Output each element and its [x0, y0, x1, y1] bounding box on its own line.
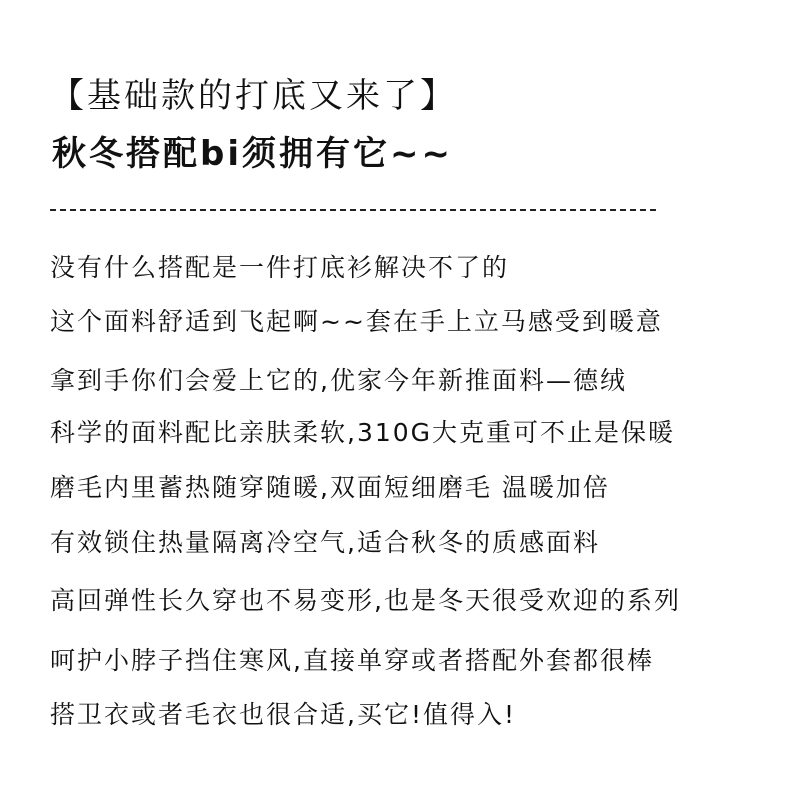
description-line-5: 磨毛内里蓄热随穿随暖,双面短细磨毛 温暖加倍 [50, 473, 610, 502]
description-line-8: 呵护小脖子挡住寒风,直接单穿或者搭配外套都很棒 [50, 646, 654, 675]
description-line-4: 科学的面料配比亲肤柔软,310G大克重可不止是保暖 [50, 418, 676, 447]
description-line-7: 高回弹性长久穿也不易变形,也是冬天很受欢迎的系列 [50, 586, 681, 615]
description-line-9: 搭卫衣或者毛衣也很合适,买它!值得入! [50, 700, 516, 729]
description-line-2: 这个面料舒适到飞起啊~~套在手上立马感受到暖意 [50, 307, 663, 336]
dashed-divider [50, 209, 656, 211]
description-line-1: 没有什么搭配是一件打底衫解决不了的 [50, 253, 510, 282]
description-line-6: 有效锁住热量隔离冷空气,适合秋冬的质感面料 [50, 528, 600, 557]
description-line-3: 拿到手你们会爱上它的,优家今年新推面料—德绒 [50, 366, 627, 395]
headline-subtitle: 秋冬搭配bi须拥有它~~ [52, 134, 453, 174]
headline-title: 【基础款的打底又来了】 [50, 76, 457, 116]
